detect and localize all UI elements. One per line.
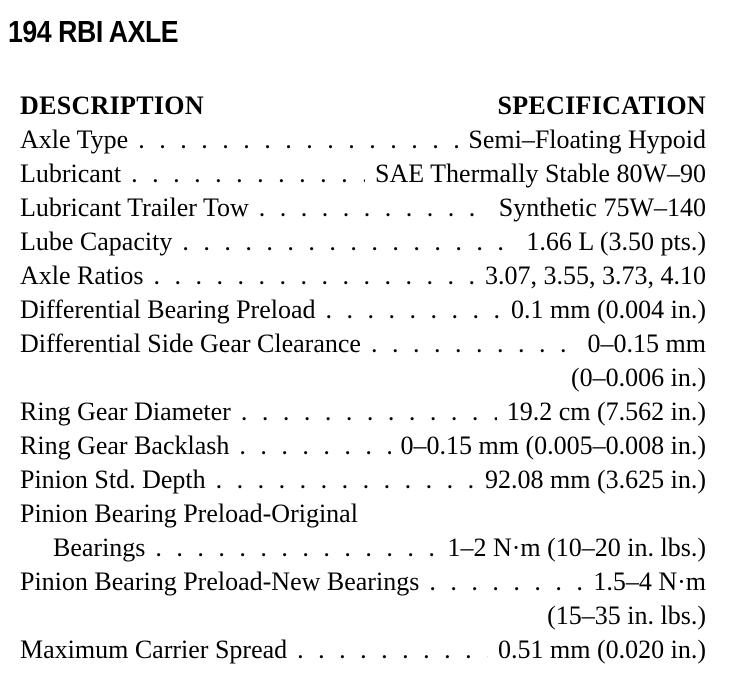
spec-row-differential-bearing-preload <box>20 293 706 327</box>
spec-value: 1–2 N·m (10–20 in. lbs.) <box>447 533 706 562</box>
spec-value: 0.51 mm (0.020 in.) <box>498 635 706 664</box>
dot-leader <box>239 429 390 463</box>
spec-value: 1.66 L (3.50 pts.) <box>526 227 706 256</box>
dot-leader <box>155 531 437 565</box>
spec-value: 0–0.15 mm <box>587 329 706 358</box>
header-description: DESCRIPTION <box>20 91 204 120</box>
spec-row-lube-capacity <box>20 225 706 259</box>
spec-row-ring-gear-backlash <box>20 429 706 463</box>
spec-row-pinion-bearing-preload-new <box>20 565 706 599</box>
dot-leader <box>154 259 476 293</box>
dot-leader <box>371 327 578 361</box>
spec-label: Ring Gear Diameter <box>20 397 231 426</box>
spec-value: 1.5–4 N·m <box>593 567 706 596</box>
spec-label: Differential Bearing Preload <box>20 295 316 324</box>
spec-value: 0.1 mm (0.004 in.) <box>511 295 706 324</box>
spec-label: Pinion Bearing Preload-New Bearings <box>20 567 420 596</box>
dot-leader <box>182 225 516 259</box>
spec-label: Axle Ratios <box>20 261 144 290</box>
spec-row-pinion-bearing-preload-original <box>20 497 706 531</box>
spec-value-continuation: (15–35 in. lbs.) <box>547 601 706 630</box>
spec-label: Lubricant <box>20 159 122 188</box>
spec-value: 0–0.15 mm (0.005–0.008 in.) <box>400 431 706 460</box>
spec-label-continuation: Bearings <box>53 533 146 562</box>
header-specification: SPECIFICATION <box>497 91 706 120</box>
spec-value: 92.08 mm (3.625 in.) <box>485 465 706 494</box>
spec-value-continuation: (0–0.006 in.) <box>570 363 706 392</box>
dot-leader <box>326 293 501 327</box>
dot-leader <box>241 395 497 429</box>
spec-label: Pinion Std. Depth <box>20 465 206 494</box>
spec-row-maximum-carrier-spread <box>20 633 706 667</box>
spec-label: Lube Capacity <box>20 227 173 256</box>
spec-value: Semi–Floating Hypoid <box>468 125 706 154</box>
spec-label: Pinion Bearing Preload-Original <box>20 499 358 528</box>
spec-row-axle-ratios <box>20 259 706 293</box>
page-title: 194 RBI AXLE <box>8 14 179 49</box>
spec-label: Ring Gear Backlash <box>20 431 230 460</box>
spec-value: SAE Thermally Stable 80W–90 <box>375 159 706 188</box>
spec-table <box>20 89 706 667</box>
spec-value: 19.2 cm (7.562 in.) <box>506 397 706 426</box>
dot-leader <box>216 463 475 497</box>
spec-row-ring-gear-diameter <box>20 395 706 429</box>
dot-leader <box>259 191 489 225</box>
dot-leader <box>138 123 458 157</box>
spec-value: Synthetic 75W–140 <box>498 193 706 222</box>
spec-label: Lubricant Trailer Tow <box>20 193 249 222</box>
spec-row-lubricant <box>20 157 706 191</box>
spec-row-pinion-std-depth <box>20 463 706 497</box>
spec-row-lubricant-trailer-tow <box>20 191 706 225</box>
dot-leader <box>429 565 583 599</box>
spec-label: Differential Side Gear Clearance <box>20 329 361 358</box>
spec-label: Axle Type <box>20 125 129 154</box>
spec-value: 3.07, 3.55, 3.73, 4.10 <box>485 261 706 290</box>
dot-leader <box>131 157 365 191</box>
spec-row-axle-type <box>20 123 706 157</box>
table-header <box>20 89 706 123</box>
spec-row-differential-side-gear-clearance <box>20 327 706 361</box>
dot-leader <box>297 633 488 667</box>
spec-label: Maximum Carrier Spread <box>20 635 288 664</box>
spec-row-pinion-bearing-preload-original-cont <box>20 531 706 565</box>
